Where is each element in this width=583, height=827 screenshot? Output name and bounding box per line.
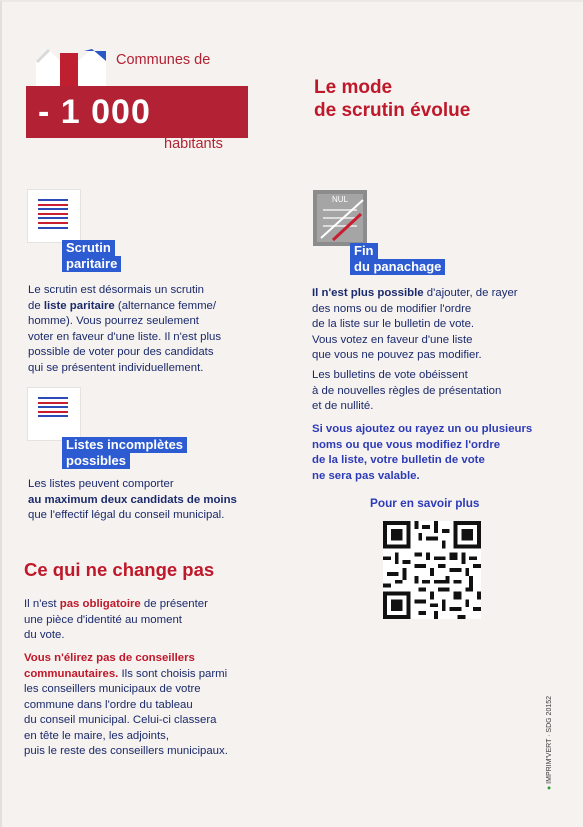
tag-scrutin-paritaire <box>62 240 121 272</box>
warning-line: Si vous ajoutez ou rayez un ou plusieurs <box>312 423 533 435</box>
tag-listes-incompletes <box>62 437 187 469</box>
header-bottom-label: habitants <box>164 136 223 152</box>
unchanged-line: les conseillers municipaux de votre <box>24 683 201 695</box>
unchanged-line: Il n'est pas obligatoire de présenter <box>24 598 208 610</box>
section-title-unchanged: Ce qui ne change pas <box>24 559 215 580</box>
print-code: ● IMPRIM'VERT · SDG 20152 <box>546 695 553 790</box>
unchanged-line: du vote. <box>24 629 65 641</box>
tag-panachage-line1: Fin <box>350 243 378 259</box>
panachage-line: à de nouvelles règles de présentation <box>312 384 502 397</box>
warning-line: de la liste, votre bulletin de vote <box>312 454 485 466</box>
tag-scrutin-line1: Scrutin <box>62 240 115 256</box>
unchanged-line: communautaires. Ils sont choisis parmi <box>24 667 228 680</box>
unchanged-line: une pièce d'identité au moment <box>24 613 182 626</box>
warning-line: ne sera pas valable. <box>312 469 420 482</box>
unchanged-line: en tête le maire, les adjoints, <box>24 729 169 742</box>
page-title-line1: Le mode <box>314 77 393 98</box>
panachage-paragraph-1 <box>312 286 518 364</box>
warning-line: noms ou que vous modifiez l'ordre <box>312 438 501 451</box>
more-info-label: Pour en savoir plus <box>370 496 480 510</box>
scrutin-line: homme). Vous pourrez seulement <box>28 315 199 327</box>
listes-line: que l'effectif légal du conseil municipal. <box>28 509 225 521</box>
qr-code[interactable] <box>383 521 481 619</box>
tag-listes-line2: possibles <box>62 453 130 469</box>
panachage-line: Les bulletins de vote obéissent <box>312 369 468 381</box>
scrutin-line: possible de voter pour des candidats <box>28 346 214 358</box>
listes-line: au maximum deux candidats de moins <box>28 493 237 506</box>
page-title <box>314 76 470 122</box>
incomplete-list-icon <box>28 388 80 440</box>
panachage-paragraph-2 <box>312 368 501 415</box>
scrutin-line: qui se présentent individuellement. <box>28 361 204 374</box>
unchanged-line: Vous n'élirez pas de conseillers <box>24 652 195 664</box>
tag-scrutin-line2: paritaire <box>62 256 121 272</box>
panachage-line: de la liste sur le bulletin de vote. <box>312 318 475 330</box>
unchanged-line: puis le reste des conseillers municipaux. <box>24 745 228 757</box>
page-title-line2: de scrutin évolue <box>314 100 471 121</box>
panachage-line: et de nullité. <box>312 400 374 412</box>
panachage-line: que vous ne pouvez pas modifier. <box>312 349 482 361</box>
panachage-line: Vous votez en faveur d'une liste <box>312 333 473 346</box>
leaf-icon: ● <box>546 785 553 790</box>
scrutin-line: Le scrutin est désormais un scrutin <box>28 284 204 296</box>
listes-paragraph <box>28 477 237 524</box>
unchanged-paragraph-1 <box>24 597 208 644</box>
header-big-number: - 1 000 <box>38 93 151 131</box>
header-top-label: Communes de <box>116 52 211 68</box>
tag-listes-line1: Listes incomplètes <box>62 437 187 453</box>
unchanged-line: commune dans l'ordre du tableau <box>24 698 193 711</box>
tag-fin-panachage <box>350 243 445 275</box>
scrutin-line: voter en faveur d'une liste. Il n'est plus <box>28 330 222 343</box>
scrutin-line: de liste paritaire (alternance femme/ <box>28 299 217 312</box>
unchanged-paragraph-2 <box>24 651 228 760</box>
tag-panachage-line2: du panachage <box>350 259 445 275</box>
null-label: NUL <box>331 195 349 204</box>
listes-line: Les listes peuvent comporter <box>28 478 174 490</box>
unchanged-line: du conseil municipal. Celui-ci classera <box>24 714 217 726</box>
panachage-line: des noms ou de modifier l'ordre <box>312 302 472 315</box>
ballot-list-icon <box>28 190 80 242</box>
panachage-warning <box>312 422 532 484</box>
scrutin-paragraph <box>28 283 221 376</box>
panachage-line: Il n'est plus possible d'ajouter, de rayer <box>312 287 518 299</box>
